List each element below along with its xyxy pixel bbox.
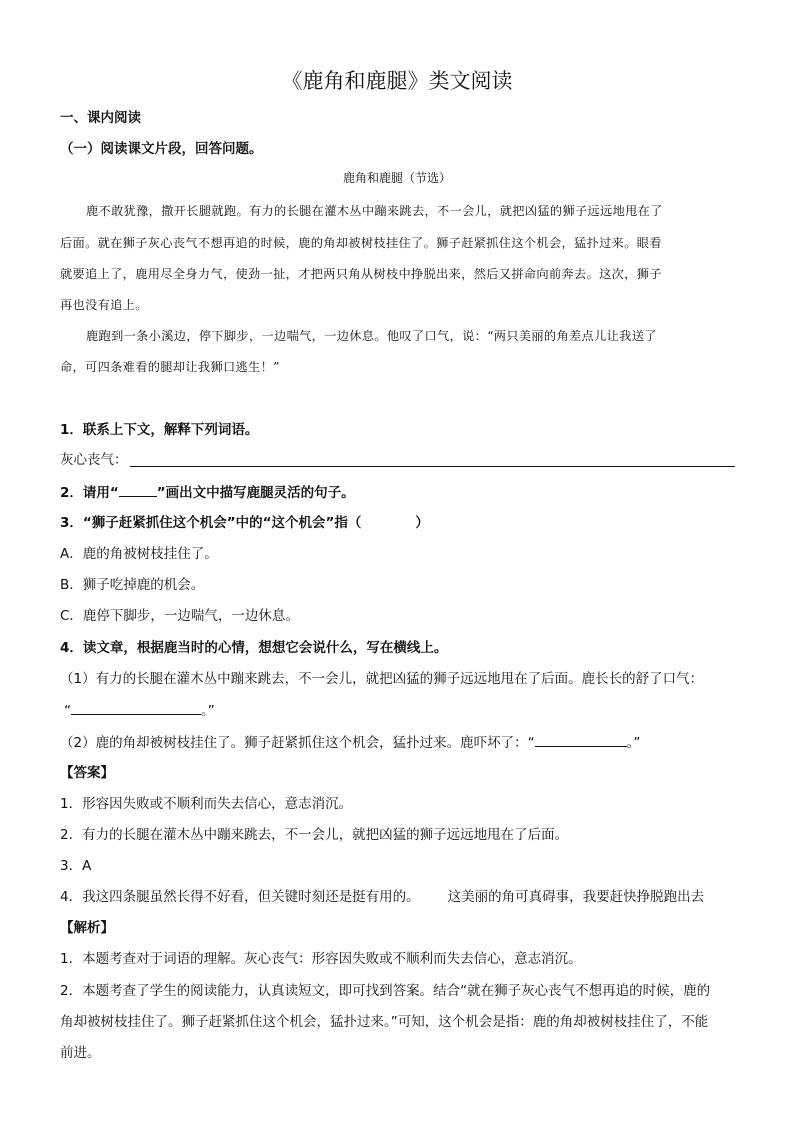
q3-option-b: B．狮子吃掉鹿的机会。 (60, 577, 205, 593)
quote-close: 。” (626, 735, 641, 751)
analysis-2-line: 角却被树枝挂住了。狮子赶紧抓住这个机会，猛扑过来。”可知，这个机会是指：鹿的角却被树枝挂住了，不能 (60, 1014, 709, 1030)
q4-sentence-2 (60, 732, 640, 753)
q4-answer-2-line[interactable] (535, 732, 627, 747)
section-heading: 一、课内阅读 (60, 110, 141, 126)
q3-option-c: C．鹿停下脚步，一边喘气，一边休息。 (60, 608, 299, 624)
analysis-2-line: 2．本题考查了学生的阅读能力，认真读短文，即可找到答案。结合“就在狮子灰心丧气不想再追的时候，鹿的 (60, 983, 711, 999)
answer-2: 2．有力的长腿在灌木丛中蹦来跳去，不一会儿，就把凶猛的狮子远远地甩在了后面。 (60, 827, 569, 843)
passage-line: 后面。就在狮子灰心丧气不想再追的时候，鹿的角却被树枝挂住了。狮子赶紧抓住这个机会，猛扑过来。眼看 (60, 236, 662, 250)
q1-term-label: 灰心丧气： (60, 452, 128, 468)
passage-line: 就要追上了，鹿用尽全身力气，使劲一扯，才把两只角从树枝中挣脱出来，然后又拼命向前奔去。这次，狮子 (60, 267, 662, 281)
passage-line: 鹿跑到一条小溪边，停下脚步，一边喘气，一边休息。他叹了口气，说：“两只美丽的角差点儿让我送了 (86, 329, 657, 343)
question-2 (60, 482, 355, 503)
q2-text-after: ”画出文中描写鹿腿灵活的句子。 (156, 485, 355, 501)
question-3: 3．“狮子赶紧抓住这个机会”中的“这个机会”指（ ） (60, 515, 429, 531)
passage-title: 鹿角和鹿腿（节选） (342, 171, 451, 185)
q4-sentence-1-blank (64, 700, 215, 721)
q2-underline-sample (119, 482, 157, 497)
q1-answer-line[interactable] (130, 466, 735, 467)
passage-line: 再也没有追上。 (60, 298, 148, 312)
quote-open: “ (64, 703, 71, 719)
answer-heading: 【答案】 (60, 765, 114, 781)
analysis-heading: 【解析】 (60, 920, 114, 936)
quote-close: 。” (201, 703, 215, 719)
q4-answer-1-line[interactable] (71, 700, 201, 715)
q3-option-a: A．鹿的角被树枝挂住了。 (60, 546, 218, 562)
question-1: 1．联系上下文，解释下列词语。 (60, 422, 259, 438)
q4-sentence-2-text: （2）鹿的角却被树枝挂住了。狮子赶紧抓住这个机会，猛扑过来。鹿吓坏了：“ (60, 735, 535, 751)
subsection-heading: （一）阅读课文片段，回答问题。 (60, 141, 263, 157)
passage-line: 命，可四条难看的腿却让我狮口逃生！” (60, 360, 280, 374)
answer-4-part-1: 4．我这四条腿虽然长得不好看，但关键时刻还是挺有用的。 (60, 889, 420, 905)
answer-4 (60, 887, 704, 907)
analysis-2-line: 前进。 (60, 1045, 101, 1061)
q4-sentence-1: （1）有力的长腿在灌木丛中蹦来跳去，不一会儿，就把凶猛的狮子远远地甩在了后面。鹿长长的舒了口气： (60, 671, 704, 687)
answer-3: 3．A (60, 858, 92, 874)
answer-4-part-2: 这美丽的角可真碍事，我要赶快挣脱跑出去 (447, 889, 705, 905)
question-4: 4．读文章，根据鹿当时的心情，想想它会说什么，写在横线上。 (60, 640, 448, 656)
analysis-1: 1．本题考查对于词语的理解。灰心丧气：形容因失败或不顺利而失去信心，意志消沉。 (60, 951, 582, 967)
passage-line: 鹿不敢犹豫，撒开长腿就跑。有力的长腿在灌木丛中蹦来跳去，不一会儿，就把凶猛的狮子远远地甩在了 (86, 204, 663, 218)
document-title: 《鹿角和鹿腿》类文阅读 (281, 69, 513, 93)
answer-1: 1．形容因失败或不顺利而失去信心，意志消沉。 (60, 796, 353, 812)
q2-text-before: 2．请用“ (60, 485, 119, 501)
